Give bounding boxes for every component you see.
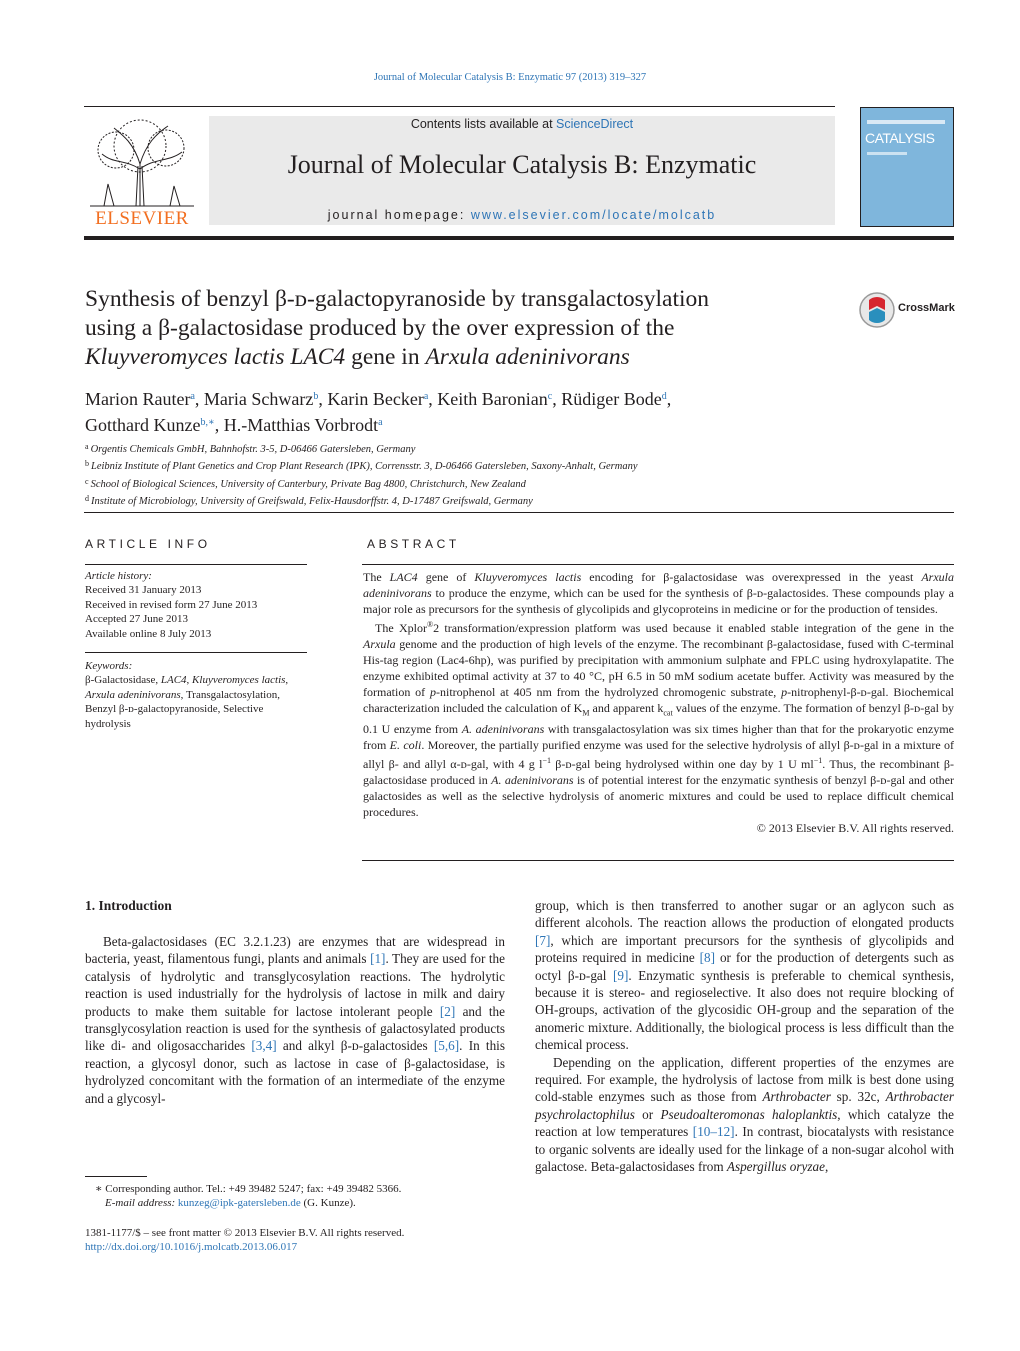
abstract-body [363, 569, 954, 836]
affiliation-list [85, 440, 945, 510]
title-mid: gene in [345, 344, 426, 370]
keywords-text: β-Galactosidase, LAC4, Kluyveromyces lactis, Arxula adeninivorans, Transgalactosylation, Benzyl β-ᴅ-galactopyranoside, Selective hydrolysis [85, 674, 289, 730]
keywords-rule [85, 652, 307, 653]
abstract-rule [362, 564, 954, 565]
author[interactable]: Rüdiger Bode$^d$ [561, 389, 667, 409]
history-item: Received in revised form 27 June 2013 [85, 598, 258, 611]
author[interactable]: Karin Becker$^a$ [327, 389, 429, 409]
title-line-1: Synthesis of benzyl β-ᴅ-galactopyranoside by transgalactosylation [85, 286, 710, 312]
author[interactable]: Keith Baronian$^c$ [437, 389, 553, 409]
journal-title: Journal of Molecular Catalysis B: Enzymatic [287, 150, 757, 179]
citation-link[interactable]: [9] [612, 967, 629, 983]
body-column-right [535, 897, 954, 1176]
journal-cover-thumbnail [860, 107, 954, 227]
email-line: E-mail address: kunzeg@ipk-gatersleben.de (G. Kunze). [105, 1197, 356, 1210]
title-species: Kluyveromyces lactis LAC4 [85, 344, 346, 370]
history-item: Accepted 27 June 2013 [85, 613, 188, 626]
section-rule [84, 512, 954, 513]
author[interactable]: Maria Schwarz$^b$ [203, 389, 319, 409]
history-item: Received 31 January 2013 [85, 584, 202, 597]
abstract-bottom-rule [362, 860, 954, 861]
homepage-link[interactable]: www.elsevier.com/locate/molcatb [470, 208, 717, 222]
affiliation: $^d$ Institute of Microbiology, University of Greifswald, Felix-Hausdorffstr. 4, D-17487 Greifswald, Germany [85, 494, 533, 508]
history-label: Article history: [85, 570, 152, 582]
article-info-heading: ARTICLE INFO [85, 537, 211, 551]
abstract-paragraph: The Xplor®2 transformation/expression platform was used because it enabled stable integration of the gene in the Arxula genome and the production of high levels of the enzyme. The recombinant β-galactosidase, fused with C-terminal His-tag region (Lac4-6hp), was purified by precipitation with ammonium sulphate and FPLC using hydroxylapatite. The enzyme exhibited optimal activity at 37 to 40 °C, pH 6.5 in 50 mM sodium acetate buffer. Activity was measured by the formation of p-nitrophenol at 405 nm from the hydrolyzed chromogenic substrate, p-nitrophenyl-β-ᴅ-gal. Biochemical characterization included the calculation of $K_M$ and apparent $k_{cat}$ values of the enzyme. The formation of benzyl β-ᴅ-gal by 0.1 U enzyme from A. adeninivorans with transgalactosylation was six times higher than that for the prokaryotic enzyme from E. coli. Moreover, the partially purified enzyme was used for the selective hydrolysis of allyl β-ᴅ-gal in a mixture of allyl β- and allyl α-ᴅ-gal, with 4 g $l^{-1}$ β-ᴅ-gal being hydrolysed within one day by 1 U $ml^{-1}$. Thus, the recombinant β-galactosidase produced in A. adeninivorans is of potential interest for the enzymatic synthesis of benzyl β-ᴅ-gal and other galactosides as well as the selective hydrolysis of anomeric mixtures and could be used to replace difficult chemical procedures. [363, 620, 955, 820]
citation-link[interactable]: [8] [699, 950, 716, 966]
article-history [85, 569, 315, 641]
body-paragraph: group, which is then transferred to another sugar or an aglycon such as different alcohols. The reaction allows the production of elongated products [7], which are important precursors for the synthesis of glycolipids and proteins required in medicine [8] or for the production of detergents such as octyl β-ᴅ-gal [9]. Enzymatic synthesis is preferable to chemical synthesis, because it is stereo- and regioselective. It also does not require blocking of OH-groups, activation of the glycosidic OH-group and the separation of the anomeric mixture. Additionally, the biological process is less difficult than the chemical process. [535, 898, 954, 1053]
elsevier-wordmark: ELSEVIER [95, 208, 189, 229]
abstract-heading: ABSTRACT [367, 537, 460, 551]
author[interactable]: H.-Matthias Vorbrodt$^a$ [223, 415, 383, 435]
contents-prefix: Contents lists available at [410, 117, 557, 131]
citation-link[interactable]: [7] [535, 932, 551, 948]
sciencedirect-link[interactable]: ScienceDirect [556, 117, 634, 131]
title-line-2: using a β-galactosidase produced by the over expression of the [85, 315, 675, 341]
journal-citation[interactable]: Journal of Molecular Catalysis B: Enzymatic 97 (2013) 319–327 [373, 72, 647, 83]
contents-line [209, 117, 835, 131]
introduction-heading: 1. Introduction [85, 898, 172, 913]
crossmark-button[interactable] [858, 290, 958, 330]
corresponding-author-footnote [85, 1182, 505, 1211]
article-info-rule [85, 564, 307, 565]
header-rule [84, 106, 835, 107]
citation-link[interactable]: [3,4] [251, 1038, 277, 1054]
homepage-line [209, 208, 835, 222]
citation-link[interactable]: [1] [370, 951, 386, 967]
body-paragraph: Depending on the application, different properties of the enzymes are required. For example, the hydrolysis of lactose from milk is best done using cold-stable enzymes such as those from Arthrobacter sp. 32c, Arthrobacter psychrolactophilus or Pseudoalteromonas haloplanktis, which catalyze the reaction at low temperatures [10–12]. In contrast, biocatalysts with resistance to organic solvents are ideally used for the linkage of a non-sugar alcohol with galactose. Beta-galactosidases from Aspergillus oryzae, [535, 1054, 954, 1175]
author[interactable]: Marion Rauter$^a$ [85, 389, 195, 409]
article-title [85, 285, 815, 372]
abstract-paragraph: The LAC4 gene of Kluyveromyces lactis encoding for β-galactosidase was overexpressed in the yeast Arxula adeninivorans to produce the enzyme, which can be used for the synthesis of β-ᴅ-galactosides. These compounds play a major role as precursors for the synthesis of glycolipids and glycoproteins in medicine or for the production of tensides. [363, 570, 955, 616]
affiliation: $^a$ Orgentis Chemicals GmbH, Bahnhofstr. 3-5, D-06466 Gatersleben, Germany [85, 442, 416, 455]
keywords-label: Keywords: [85, 660, 133, 672]
citation-link[interactable]: [10–12] [692, 1124, 735, 1140]
crossmark-icon [858, 290, 898, 330]
header-thick-rule [84, 236, 954, 240]
body-paragraph: Beta-galactosidases (EC 3.2.1.23) are enzymes that are widespread in bacteria, yeast, filamentous fungi, plants and animals [1]. They are used for the catalysis of hydrolytic and transglycosylation reactions. The hydrolytic reaction is used industrially for the hydrolysis of lactose in milk and dairy products to make them suitable for lactose intolerant people [2] and the transglycosylation reaction is used for the synthesis of galactosylated products like di- and oligosaccharides [3,4] and alkyl β-ᴅ-galactosides [5,6]. In this reaction, a glycosyl donor, such as lactose in case of β-galactosidase, is hydrolyzed concomitant with the formation of an intermediate of the enzyme and a glycosyl- [85, 934, 506, 1106]
affiliation: $^b$ Leibniz Institute of Plant Genetics and Crop Plant Research (IPK), Corrensstr. 3, D-06466 Gatersleben, Saxony-Anhalt, Germany [85, 459, 638, 473]
email-link[interactable]: kunzeg@ipk-gatersleben.de [177, 1197, 301, 1210]
title-host: Arxula adeninivorans [425, 344, 630, 370]
keywords [85, 659, 310, 731]
corresponding-line: ∗ Corresponding author. Tel.: +49 39482 5247; fax: +49 39482 5366. [95, 1183, 402, 1195]
title-line-3 [85, 343, 815, 372]
cover-word: CATALYSIS [865, 130, 935, 146]
footnote-rule [85, 1176, 147, 1177]
citation-link[interactable]: [2] [439, 1003, 456, 1019]
homepage-prefix: journal homepage: [327, 208, 471, 222]
affiliation: $^c$ School of Biological Sciences, University of Canterbury, Private Bag 4800, Christchurch, New Zealand [85, 476, 526, 490]
doi-link[interactable]: http://dx.doi.org/10.1016/j.molcatb.2013.06.017 [85, 1241, 298, 1254]
crossmark-label: CrossMark [898, 302, 955, 314]
issn-line: 1381-1177/$ – see front matter © 2013 Elsevier B.V. All rights reserved. [85, 1227, 405, 1239]
author-list: Marion Rauter$^a$, Maria Schwarz$^b$, Karin Becker$^a$, Keith Baronian$^c$, Rüdiger Bode$^d$, Gotthard Kunze$^{b,∗}$, H.-Matthias Vorbrodt$^a$ [85, 389, 672, 435]
author[interactable]: Gotthard Kunze$^{b,∗}$ [85, 415, 215, 435]
front-matter [85, 1226, 585, 1255]
abstract-copyright: © 2013 Elsevier B.V. All rights reserved. [756, 821, 954, 836]
citation-link[interactable]: [5,6] [433, 1038, 460, 1054]
history-item: Available online 8 July 2013 [85, 627, 212, 640]
body-column-left [85, 933, 505, 1107]
